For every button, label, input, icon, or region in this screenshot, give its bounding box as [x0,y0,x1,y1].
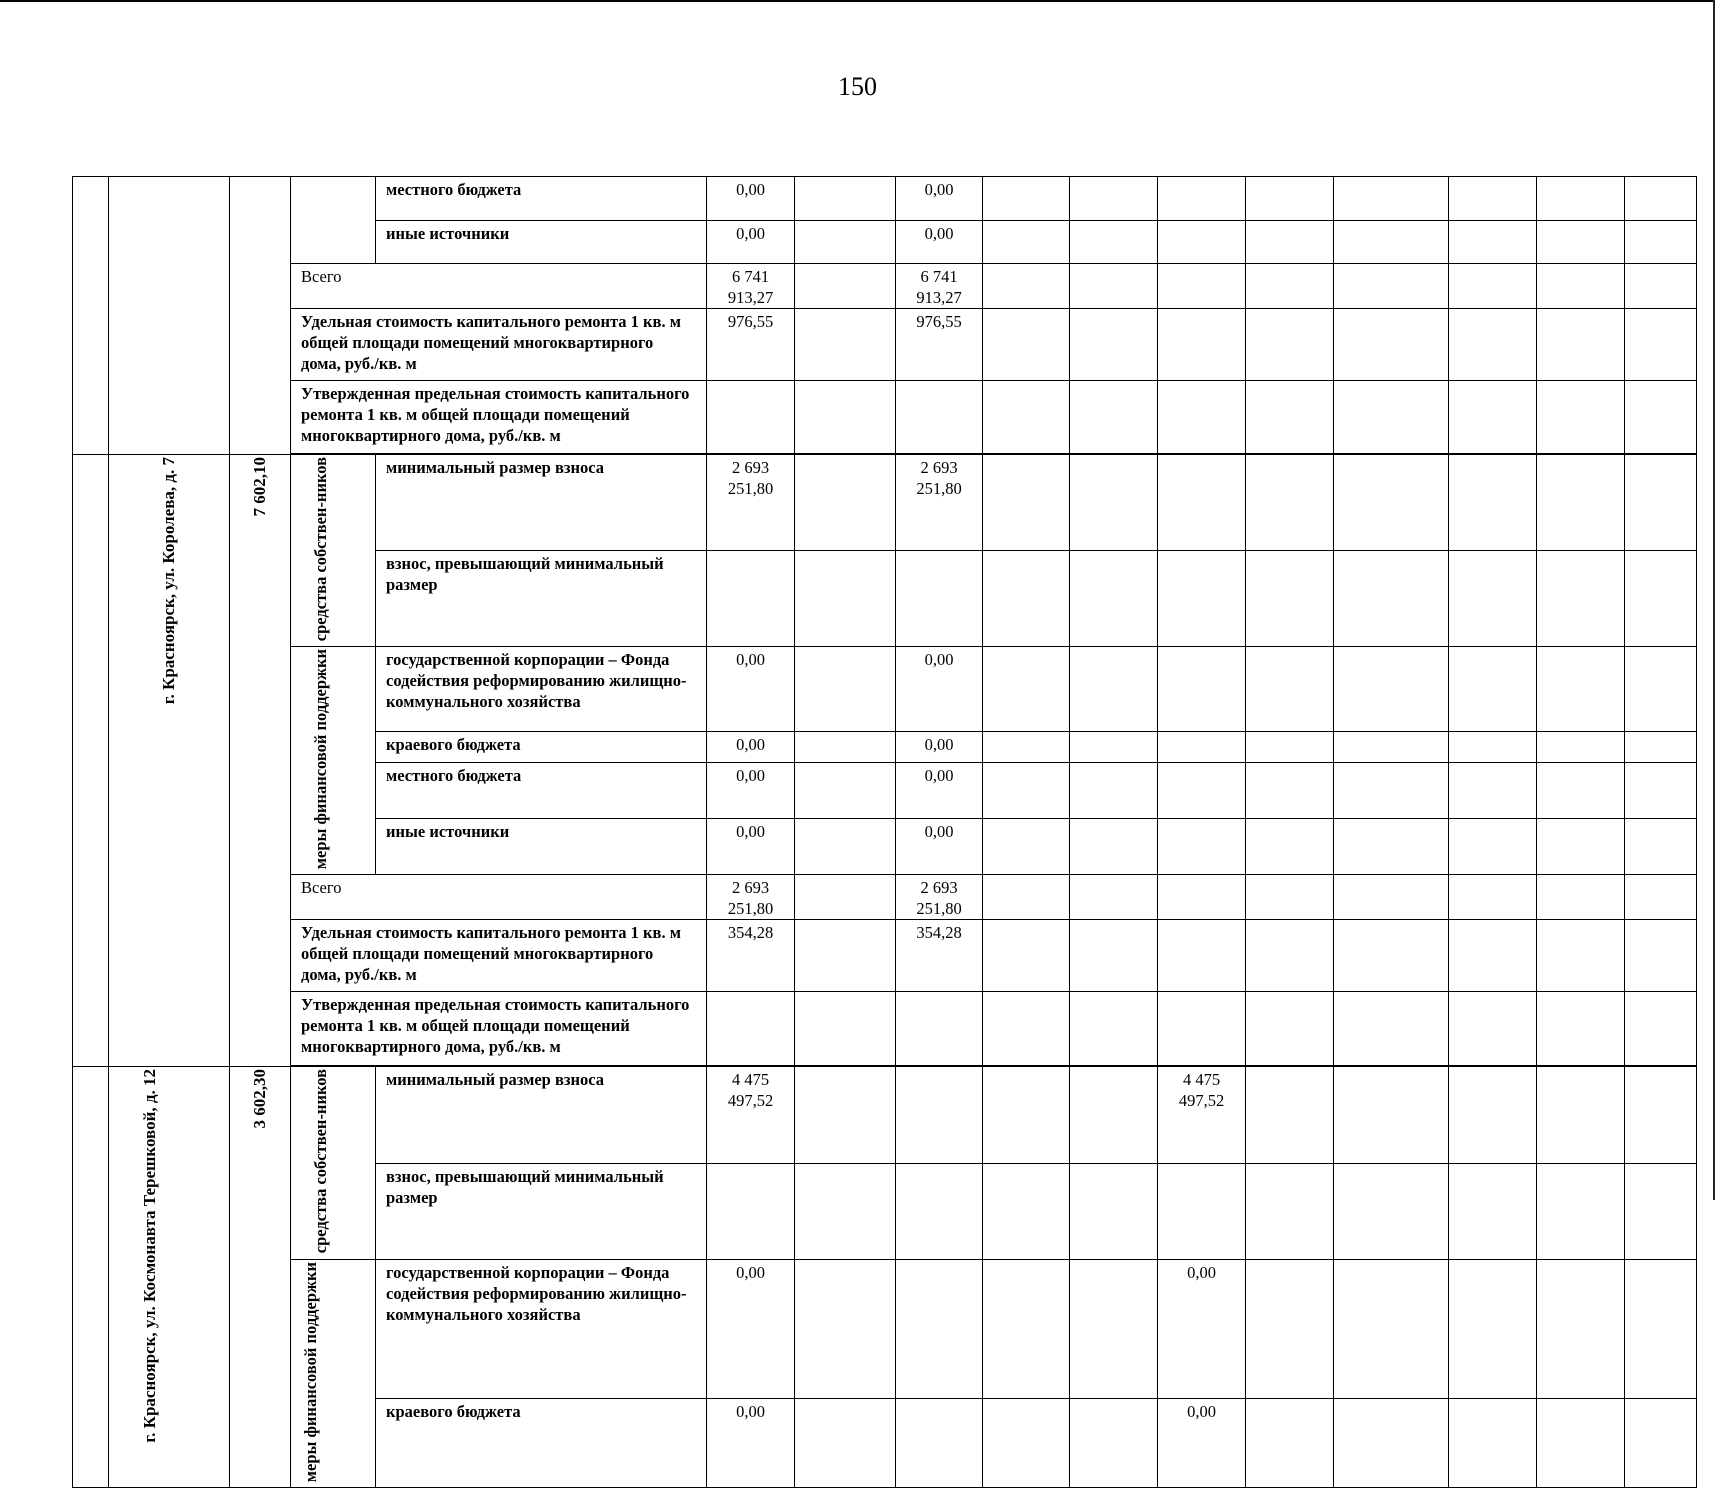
table-row [73,1259,1697,1398]
row-label: Удельная стоимость капитального ремонта 1 кв. м общей площади помещений многоквартирного дома, руб./кв. м [291,309,707,381]
value-cell: 2 693 251,80 [896,875,983,920]
row-label: Утвержденная предельная стоимость капитального ремонта 1 кв. м общей площади помещений многоквартирного дома, руб./кв. м [291,992,707,1066]
table-row [73,455,1697,551]
owners-funds-label: средства собствен-ников [291,1067,376,1259]
row-label: Всего [291,875,707,920]
row-label: Всего [291,264,707,309]
page-number: 150 [838,72,877,101]
table-row [73,992,1697,1066]
value-cell: 0,00 [896,221,983,264]
value-cell: 354,28 [707,920,795,992]
value-cell: 976,55 [707,309,795,381]
value-cell: 6 741 913,27 [707,264,795,309]
house-address-tereshkova: г. Красноярск, ул. Космонавта Терешковой, д. 12 [109,1067,230,1487]
value-cell: 354,28 [896,920,983,992]
house-area-korolev: 7 602,10 [230,455,291,1067]
capital-repair-table [72,176,1697,1488]
owners-funds-label: средства собствен-ников [291,455,376,647]
row-label: краевого бюджета [376,1398,707,1487]
table-row [73,177,1697,221]
table-row [73,264,1697,309]
row-label: взнос, превышающий минимальный размер [376,551,707,647]
house-address-korolev: г. Красноярск, ул. Королева, д. 7 [109,455,230,1067]
value-cell: 2 693 251,80 [707,875,795,920]
value-cell: 6 741 913,27 [896,264,983,309]
table-row [73,875,1697,920]
cell-index [73,1067,109,1487]
table-row [73,920,1697,992]
value-cell: 0,00 [707,647,795,732]
value-cell: 4 475 497,52 [707,1067,795,1163]
row-label: государственной корпорации – Фонда содействия реформированию жилищно-коммунального хозяйства [376,1259,707,1398]
table-row [73,647,1697,732]
table-row [73,1067,1697,1163]
support-measures-label: меры финансовой поддержки [291,647,376,875]
row-label: Утвержденная предельная стоимость капитального ремонта 1 кв. м общей площади помещений многоквартирного дома, руб./кв. м [291,381,707,454]
row-label: краевого бюджета [376,732,707,763]
value-cell: 0,00 [896,177,983,221]
scan-top-edge [0,0,1715,2]
value-cell: 0,00 [707,1398,795,1487]
value-cell: 0,00 [896,818,983,875]
row-label: иные источники [376,221,707,264]
house-area-tereshkova: 3 602,30 [230,1067,291,1487]
row-label: местного бюджета [376,763,707,818]
cell-index [73,455,109,1067]
row-label: Удельная стоимость капитального ремонта 1 кв. м общей площади помещений многоквартирного дома, руб./кв. м [291,920,707,992]
value-cell: 0,00 [707,818,795,875]
table-row [73,381,1697,454]
value-cell: 0,00 [707,763,795,818]
support-measures-label: меры финансовой поддержки [291,1259,376,1487]
value-cell: 976,55 [896,309,983,381]
cell-address [109,177,230,455]
row-label: взнос, превышающий минимальный размер [376,1163,707,1259]
cell-group [291,177,376,264]
value-cell: 0,00 [707,1259,795,1398]
row-label: минимальный размер взноса [376,1067,707,1163]
value-cell: 0,00 [1158,1259,1246,1398]
value-cell: 0,00 [707,177,795,221]
value-cell: 2 693 251,80 [896,455,983,551]
row-label: государственной корпорации – Фонда содействия реформированию жилищно-коммунального хозяйства [376,647,707,732]
value-cell: 0,00 [1158,1398,1246,1487]
value-cell: 2 693 251,80 [707,455,795,551]
row-label: иные источники [376,818,707,875]
value-cell: 0,00 [707,221,795,264]
row-label: минимальный размер взноса [376,455,707,551]
value-cell: 0,00 [896,732,983,763]
table-row [73,309,1697,381]
value-cell: 0,00 [707,732,795,763]
cell-index [73,177,109,455]
cell-area [230,177,291,455]
row-label: местного бюджета [376,177,707,221]
value-cell: 0,00 [896,647,983,732]
value-cell: 0,00 [896,763,983,818]
value-cell: 4 475 497,52 [1158,1067,1246,1163]
